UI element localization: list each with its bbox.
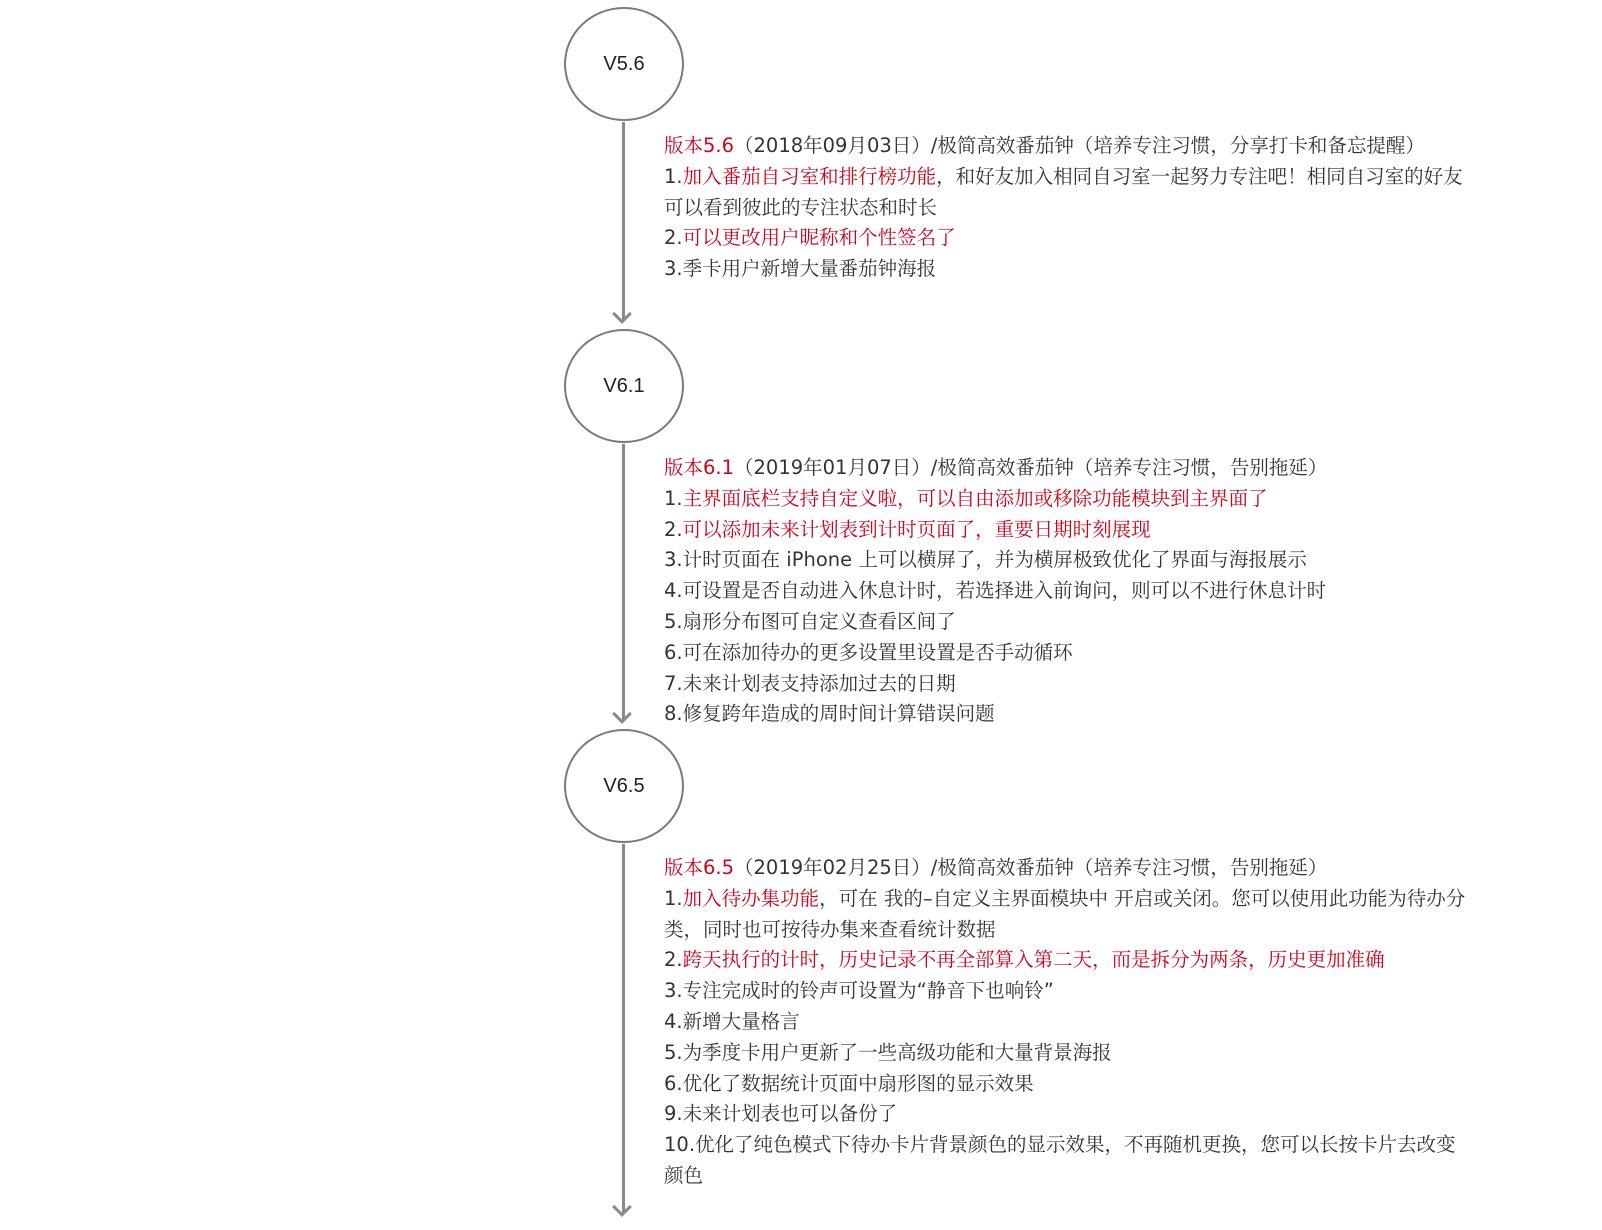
item-text: 可在添加待办的更多设置里设置是否手动循环: [682, 640, 1073, 664]
item-text: 季卡用户新增大量番茄钟海报: [682, 257, 937, 281]
release-item: [664, 1069, 1584, 1100]
item-text: 未来计划表也可以备份了: [682, 1102, 898, 1126]
release-item: [664, 576, 1584, 607]
item-text: 可设置是否自动进入休息计时，若选择进入前询问，则可以不进行休息计时: [682, 579, 1327, 603]
item-number: 9.: [664, 1102, 683, 1126]
item-number: 5.: [664, 1040, 683, 1064]
item-highlight: 加入待办集功能: [682, 886, 820, 910]
release-date-title: （2018年09月03日）/极简高效番茄钟（培养专注习惯，分享打卡和备忘提醒）: [734, 134, 1425, 157]
item-number: 8.: [664, 702, 683, 726]
item-text: 优化了纯色模式下待办卡片背景颜色的显示效果，不再随机更换，您可以长按卡片去改变: [695, 1133, 1456, 1157]
version-title: 版本6.5: [664, 856, 735, 879]
item-text: 专注完成时的铃声可设置为“静音下也响铃”: [682, 979, 1054, 1003]
release-item: [664, 254, 1584, 285]
item-number: 3.: [664, 979, 683, 1003]
item-number: 6.: [664, 640, 683, 664]
release-notes-v6-1: [664, 453, 1584, 730]
release-item: [664, 607, 1584, 638]
arrow-down-icon: [612, 704, 632, 724]
release-header: [664, 453, 1584, 484]
version-node-v6-5: [564, 729, 684, 843]
release-item: [664, 1130, 1584, 1161]
item-number: 10.: [664, 1133, 696, 1157]
release-item: [664, 699, 1584, 730]
release-item: [664, 976, 1584, 1007]
release-item: [664, 884, 1584, 915]
item-text: 新增大量格言: [682, 1009, 800, 1033]
release-item: [664, 1099, 1584, 1130]
item-text: ，和好友加入相同自习室一起努力专注吧！相同自习室的好友: [936, 164, 1463, 188]
item-text: 未来计划表支持添加过去的日期: [682, 671, 956, 695]
version-node-v5-6: [564, 7, 684, 121]
version-title: 版本5.6: [664, 134, 735, 157]
release-item: [664, 1007, 1584, 1038]
item-highlight: 可以更改用户昵称和个性签名了: [682, 226, 956, 250]
item-text: 扇形分布图可自定义查看区间了: [682, 609, 956, 633]
item-number: 4.: [664, 1009, 683, 1033]
release-item-continued: 可以看到彼此的专注状态和时长: [664, 195, 938, 219]
item-number: 5.: [664, 609, 683, 633]
release-item: [664, 515, 1584, 546]
item-highlight: 可以添加未来计划表到计时页面了，重要日期时刻展现: [682, 517, 1151, 541]
release-item: [664, 223, 1584, 254]
release-header: [664, 131, 1584, 162]
release-item: [664, 545, 1584, 576]
node-label: V6.5: [603, 774, 645, 797]
item-number: 4.: [664, 579, 683, 603]
release-item: [664, 162, 1584, 193]
arrow-down-icon: [612, 1197, 632, 1217]
release-item: [664, 484, 1584, 515]
item-text: 优化了数据统计页面中扇形图的显示效果: [682, 1071, 1034, 1095]
release-date-title: （2019年01月07日）/极简高效番茄钟（培养专注习惯，告别拖延）: [734, 456, 1328, 479]
version-title: 版本6.1: [664, 456, 735, 479]
item-number: 3.: [664, 548, 683, 572]
connector-line-2: [622, 444, 625, 720]
item-number: 2.: [664, 517, 683, 541]
item-number: 1.: [664, 886, 683, 910]
release-item: [664, 669, 1584, 700]
item-number: 6.: [664, 1071, 683, 1095]
item-highlight: 加入番茄自习室和排行榜功能: [682, 164, 937, 188]
release-date-title: （2019年02月25日）/极简高效番茄钟（培养专注习惯，告别拖延）: [734, 856, 1328, 879]
item-number: 1.: [664, 486, 683, 510]
item-number: 2.: [664, 948, 683, 972]
item-text: 修复跨年造成的周时间计算错误问题: [682, 702, 995, 726]
arrow-down-icon: [612, 304, 632, 324]
item-text: 计时页面在 iPhone 上可以横屏了，并为横屏极致优化了界面与海报展示: [682, 548, 1307, 572]
node-label: V6.1: [603, 374, 645, 397]
release-item: [664, 638, 1584, 669]
version-node-v6-1: [564, 329, 684, 443]
item-highlight: 跨天执行的计时，历史记录不再全部算入第二天，而是拆分为两条，历史更加准确: [682, 948, 1385, 972]
release-item: [664, 945, 1584, 976]
item-highlight: 主界面底栏支持自定义啦，可以自由添加或移除功能模块到主界面了: [682, 486, 1268, 510]
item-number: 7.: [664, 671, 683, 695]
release-item-continued: 颜色: [664, 1163, 704, 1187]
release-header: [664, 853, 1584, 884]
item-text: ，可在 我的–自定义主界面模块中 开启或关闭。您可以使用此功能为待办分: [819, 886, 1466, 910]
release-notes-v6-5: [664, 853, 1584, 1192]
connector-line-3: [622, 844, 625, 1214]
connector-line-1: [622, 122, 625, 320]
item-number: 1.: [664, 164, 683, 188]
release-item: [664, 1038, 1584, 1069]
item-text: 为季度卡用户更新了一些高级功能和大量背景海报: [682, 1040, 1112, 1064]
node-label: V5.6: [603, 52, 645, 75]
item-number: 2.: [664, 226, 683, 250]
release-notes-v5-6: [664, 131, 1584, 285]
item-number: 3.: [664, 257, 683, 281]
release-item-continued: 类，同时也可按待办集来查看统计数据: [664, 917, 996, 941]
